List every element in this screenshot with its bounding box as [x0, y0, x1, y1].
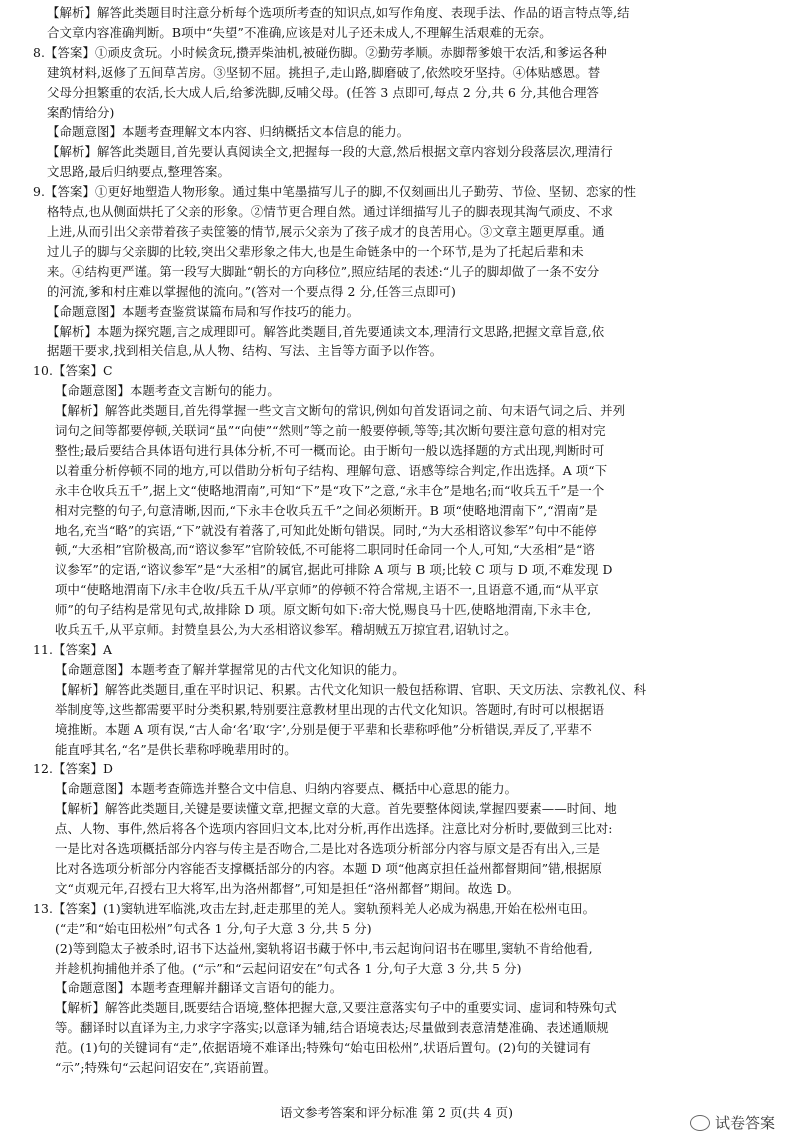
logo-text: 试卷答案 — [714, 1114, 775, 1132]
text-line: 8.【答案】①顽皮贪玩。小时候贪玩,攒弄柴油机,被碰伤脚。②勤劳孝顺。赤脚帮爹娘干农活,和爹运各种 — [33, 44, 607, 60]
text-line: 比对各选项分析部分内容能否支撑概括部分的内容。本题 D 项“他离京担任益州都督期间”错,根据原 — [55, 860, 603, 876]
text-line: 13.【答案】(1)窦轨进军临洮,攻击左封,赶走那里的羌人。窦轨预料羌人必成为祸患,开始在松州屯田。 — [33, 900, 596, 916]
text-line: 上进,从而引出父亲带着孩子卖筐篓的情节,展示父亲为了孩子成才的良苦用心。③文章主题更厚重。通 — [47, 223, 605, 239]
text-line: 【解析】解答此类题目,首先得掌握一些文言文断句的常识,例如句首发语词之前、句末语气词之后、并列 — [55, 403, 626, 419]
text-line: 10.【答案】C — [33, 363, 113, 379]
text-line: 【命题意图】本题考查鉴赏谋篇布局和写作技巧的能力。 — [47, 303, 360, 319]
text-line: 【解析】解答此类题目,首先要认真阅读全文,把握每一段的大意,然后根据文章内容划分段落层次,理清行 — [47, 144, 613, 160]
text-line: 过儿子的脚与父亲脚的比较,突出父辈形象之伟大,也是生命链条中的一个环节,是为了托起后辈和未 — [47, 243, 584, 259]
text-line: 相对完整的句子,句意清晰,因而,“下永丰仓收兵五千”之间必须断开。B 项“使略地渭南下”,“渭南”是 — [55, 502, 598, 518]
text-line: 9.【答案】①更好地塑造人物形象。通过集中笔墨描写儿子的脚,不仅刻画出儿子勤劳、节俭、坚韧、恋家的性 — [33, 184, 637, 200]
text-line: 建筑材料,返修了五间草苫房。③坚韧不屈。挑担子,走山路,脚磨破了,依然咬牙坚持。④体贴感恩。替 — [47, 64, 601, 80]
text-line: 的河流,爹和村庄难以掌握他的流向。”(答对一个要点得 2 分,任答三点即可) — [47, 283, 456, 299]
text-line: 等。翻译时以直译为主,力求字字落实;以意译为辅,结合语境表达;尽量做到表意清楚准确、表述通顺规 — [55, 1020, 609, 1036]
text-line: 词句之间等都要停顿,关联词“虽”“向使”“然则”等之前一般要停顿,等等;其次断句要注意句意的相对完 — [55, 423, 606, 439]
text-line: 整性;最后要结合具体语句进行具体分析,不可一概而论。由于断句一般以选择题的方式出现,判断时可 — [55, 442, 605, 458]
text-line: 格特点,也从侧面烘托了父亲的形象。②情节更合理自然。通过详细描写儿子的脚表现其淘气顽皮、不求 — [47, 204, 614, 220]
text-line: 【解析】解答此类题目,重在平时识记、积累。古代文化知识一般包括称谓、官职、天文历法、宗教礼仪、科 — [55, 681, 647, 697]
text-line: 文思路,最后归纳要点,整理答案。 — [47, 164, 230, 180]
text-line: 据题干要求,找到相关信息,从人物、结构、写法、主旨等方面予以作答。 — [47, 343, 443, 359]
document-body — [33, 3, 763, 1078]
text-line: 【解析】解答此类题目,既要结合语境,整体把握大意,又要注意落实句子中的重要实词、虚词和特殊句式 — [55, 1000, 617, 1016]
text-line: 合文章内容准确判断。B项中“失望”不准确,应该是对儿子还未成人,不理解生活艰难的无奈。 — [47, 24, 552, 40]
text-line: 举制度等,这些都需要平时分类积累,特别要注意教材里出现的古代文化知识。答题时,有时可以根据语 — [55, 701, 605, 717]
text-line: 来。④结构更严谨。第一段写大脚趾“朝长的方向移位”,照应结尾的表述:“儿子的脚却做了一条不安分 — [47, 263, 600, 279]
text-line: 【命题意图】本题考查理解并翻译文言语句的能力。 — [55, 980, 343, 996]
text-line: 【解析】本题为探究题,言之成理即可。解答此类题目,首先要通读文本,理清行文思路,把握文章旨意,依 — [47, 323, 605, 339]
text-line: 【命题意图】本题考查文言断句的能力。 — [55, 383, 280, 399]
text-line: 【命题意图】本题考查理解文本内容、归纳概括文本信息的能力。 — [47, 124, 410, 140]
text-line: 范。(1)句的关键词有“走”,依据语境不难译出;特殊句“始屯田松州”,状语后置句。(2)句的关键词有 — [55, 1040, 591, 1056]
text-line: 以着重分析停顿不同的地方,可以借助分析句子结构、理解句意、语感等综合判定,作出选择。A 项“下 — [55, 462, 608, 478]
text-line: 点、人物、事件,然后将各个选项内容回归文本,比对分析,再作出选择。注意比对分析时,要做到三比对: — [55, 821, 613, 837]
text-line: 【解析】解答此类题目,关键是要读懂文章,把握文章的大意。首先要整体阅读,掌握四要素——时间、地 — [55, 801, 617, 817]
text-line: “示”;特殊句“云起问诏安在”,宾语前置。 — [55, 1060, 277, 1076]
text-line: 项中“使略地渭南下/永丰仓收/兵五千从/平京师”的停顿不符合常规,主语不一,且语意不通,而“从平京 — [55, 582, 599, 598]
text-line: (2)等到隐太子被杀时,诏书下达益州,窦轨将诏书藏于怀中,韦云起询问诏书在哪里,窦轨不肯给他看, — [55, 940, 593, 956]
text-line: 境推断。本题 A 项有误,“古人命‘名’取‘字’,分别是便于平辈和长辈称呼他”分析错误,弄反了,平辈不 — [55, 721, 592, 737]
text-line: 地名,充当“略”的宾语,“下”就没有着落了,可知此处断句错误。同时,“为大丞相谘议参军”句中不能停 — [55, 522, 597, 538]
text-line: 11.【答案】A — [33, 642, 113, 657]
text-line: 永丰仓收兵五千”,据上文“使略地渭南”,可知“下”是“攻下”之意,“永丰仓”是地名;而“收兵五千”是一个 — [55, 482, 605, 498]
text-line: 父母分担繁重的农活,长大成人后,给爹洗脚,反哺父母。(任答 3 点即可,每点 2 分,共 6 分,其他合理答 — [47, 84, 599, 100]
text-line: 议参军”的定语,“谘议参军”是“大丞相”的属官,据此可排除 A 项与 B 项;比较 C 项与 D 项,不难发现 D — [55, 562, 613, 578]
text-line: (“走”和“始屯田松州”句式各 1 分,句子大意 3 分,共 5 分) — [55, 920, 372, 936]
text-line: 师”的句子结构是常见句式,故排除 D 项。原文断句如下:帝大悦,赐良马十匹,使略地渭南,下永丰仓, — [55, 602, 592, 618]
chat-bubble-icon — [690, 1115, 710, 1131]
text-line: 12.【答案】D — [33, 761, 114, 777]
text-line: 案酌情给分) — [47, 104, 115, 120]
text-line: 能直呼其名,“名”是供长辈称呼晚辈用时的。 — [55, 741, 297, 757]
page-footer: 语文参考答案和评分标准 第 2 页(共 4 页) — [279, 1105, 514, 1120]
watermark-logo — [690, 1112, 775, 1133]
text-line: 【命题意图】本题考查了解并掌握常见的古代文化知识的能力。 — [55, 661, 405, 677]
text-line: 【解析】解答此类题目时注意分析每个选项所考查的知识点,如写作角度、表现手法、作品的语言特点等,结 — [47, 5, 630, 20]
text-line: 一是比对各选项概括部分内容与传主是否吻合,二是比对各选项分析部分内容与原文是否有出入,三是 — [55, 841, 601, 857]
text-line: 【命题意图】本题考查筛选并整合文中信息、归纳内容要点、概括中心意思的能力。 — [55, 781, 518, 797]
text-line: 文“贞观元年,召授右卫大将军,出为洛州都督”,可知是担任“洛州都督”期间。故选 D。 — [55, 880, 520, 896]
text-line: 顿,“大丞相”官阶极高,而“谘议参军”官阶较低,不可能将二职同时任命同一个人,可知,“大丞相”是“谘 — [55, 542, 595, 558]
text-line: 收兵五千,从平京师。封赞皇县公,为大丞相谘议参军。稽胡贼五万掠宜君,诏轨讨之。 — [55, 622, 517, 638]
text-line: 并趁机拘捕他并杀了他。(“示”和“云起问诏安在”句式各 1 分,句子大意 3 分,共 5 分) — [55, 960, 522, 976]
